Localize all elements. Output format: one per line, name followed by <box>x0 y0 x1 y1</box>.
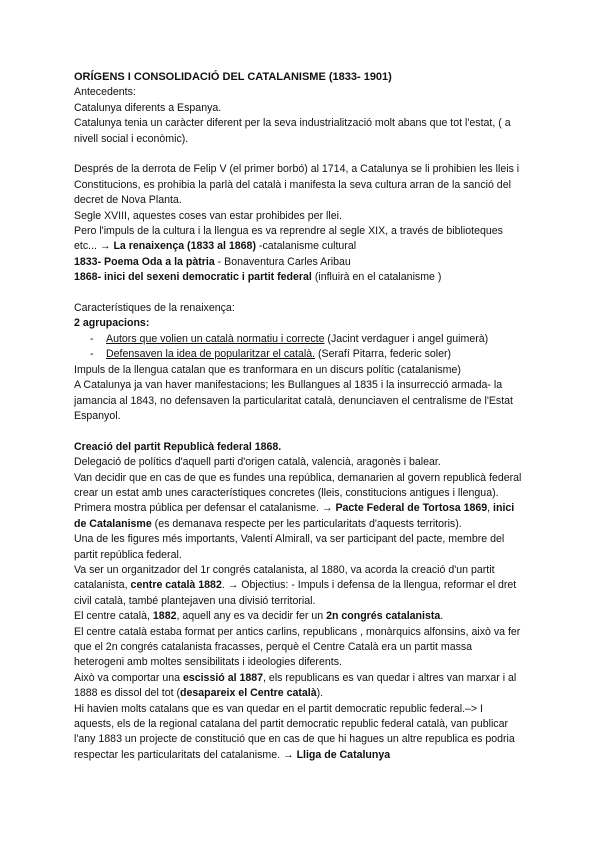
bold-term: centre català 1882 <box>130 579 222 592</box>
paragraph: Va ser un organitzador del 1r congrés catalanista, al 1880, va acorda la creació d'un partit catalanista, centre català 1882. → Objectius: - Impuls i defensa de la llengua, reformar el dret civil català, també plantejaven una divisió territorial. <box>74 563 517 607</box>
bold-term: desapareix el Centre català <box>180 687 317 700</box>
groups-heading: 2 agrupacions: <box>74 317 150 330</box>
bold-term: Pacte Federal de Tortosa 1869 <box>335 502 488 515</box>
bold-term: 1868- inici del sexeni democratic i partit federal <box>74 271 312 284</box>
paragraph: Una de les figures més importants, Valentí Almirall, va ser participant del pacte, membre del partit república federal. <box>74 533 505 561</box>
paragraph: Impuls de la llengua catalan que es tranformara en un discurs polític (catalanisme) <box>74 363 461 376</box>
paragraph: 1868- inici del sexeni democratic i partit federal (influirà en el catalanisme ) <box>74 271 442 284</box>
paragraph: Hi havien molts catalans que es van quedar en el partit democratic republic federal.–> I aquests, els de la regional catalana del partit democratic republic federal català, van publicar l'any 1883 un projecte de constitució que en cas de que hi hagues un altre republica es podria respectar les particularitats del catalanisme. → Lliga de Catalunya <box>74 702 515 761</box>
antecedents-heading: Antecedents: <box>74 86 136 99</box>
paragraph: Catalunya diferents a Espanya. <box>74 101 222 114</box>
bold-term: 1882 <box>152 610 177 623</box>
bold-term: 2n congrés catalanista <box>326 610 441 623</box>
paragraph: Delegació de polítics d'aquell parti d'origen català, valencià, aragonès i balear. <box>74 456 441 469</box>
paragraph: Després de la derrota de Felip V (el primer borbó) al 1714, a Catalunya se li prohibien les lleis i Constitucions, es prohibia la parlà del català i manifesta la seva cultura arran de la sanció del decret de Nova Planta. <box>74 163 520 207</box>
paragraph: Pero l'impuls de la cultura i la llengua es va reprendre al segle XIX, a través de biblioteques etc... → La renaixença (1833 al 1868) -catalanisme cultural <box>74 225 503 253</box>
paragraph: 1833- Poema Oda a la pàtria - Bonaventura Carles Aribau <box>74 255 351 268</box>
bold-term: 1833- Poema Oda a la pàtria <box>74 255 215 268</box>
page-title: ORÍGENS I CONSOLIDACIÓ DEL CATALANISME (1833- 1901) <box>74 71 392 83</box>
bold-term: inici de Catalanisme <box>74 502 515 530</box>
document-body <box>74 70 524 763</box>
paragraph: A Catalunya ja van haver manifestacions; les Bullangues al 1835 i la insurrecció armada- la jamancia al 1843, no defensaven la particularitat català, denunciaven el centralisme de l'Estat Espanyol. <box>74 379 513 422</box>
federal-heading: Creació del partit Republicà federal 1868. <box>74 440 282 453</box>
paragraph: Catalunya tenia un caràcter diferent per la seva industrialització molt abans que tot l'estat, ( a nivell social i econòmic). <box>74 117 511 145</box>
list-item: - Defensaven la idea de popularitzar el català. (Serafí Pitarra, federic soler) <box>74 347 524 362</box>
bold-term: escissió al 1887 <box>182 671 264 684</box>
list-item: - Autors que volien un català normatiu i correcte (Jacint verdaguer i angel guimerà) <box>74 332 524 347</box>
paragraph: Van decidir que en cas de que es fundes una república, demanarien al govern republicà federal crear un estat amb unes característiques concretes (lleis, constitucions antigues i llengua). <box>74 471 522 499</box>
paragraph: Segle XVIII, aquestes coses van estar prohibides per llei. <box>74 209 342 222</box>
paragraph: Primera mostra pública per defensar el catalanisme. → Pacte Federal de Tortosa 1869, inici de Catalanisme (es demanava respecte per les particularitats d'aquests territoris). <box>74 502 515 530</box>
bold-term: La renaixença (1833 al 1868) <box>113 240 256 253</box>
dash-bullet: - <box>90 348 94 361</box>
paragraph: El centre català, 1882, aquell any es va decidir fer un 2n congrés catalanista. <box>74 610 444 623</box>
bold-term: Lliga de Catalunya <box>296 748 391 761</box>
paragraph: Això va comportar una escissió al 1887, els republicans es van quedar i altres van marxar i al 1888 es dissol del tot (desapareix el Centre català). <box>74 671 517 700</box>
dash-bullet: - <box>90 332 94 345</box>
paragraph: El centre català estaba format per antics carlins, republicans , monàrquics alfonsins, això va fer que el 2n congrés catalanista fracasses, perquè el Centre Català era un partit massa heterogeni amb moltes sensibilitats i ideologies diferents. <box>74 625 521 669</box>
renaixenca-heading: Característiques de la renaixença: <box>74 302 235 315</box>
